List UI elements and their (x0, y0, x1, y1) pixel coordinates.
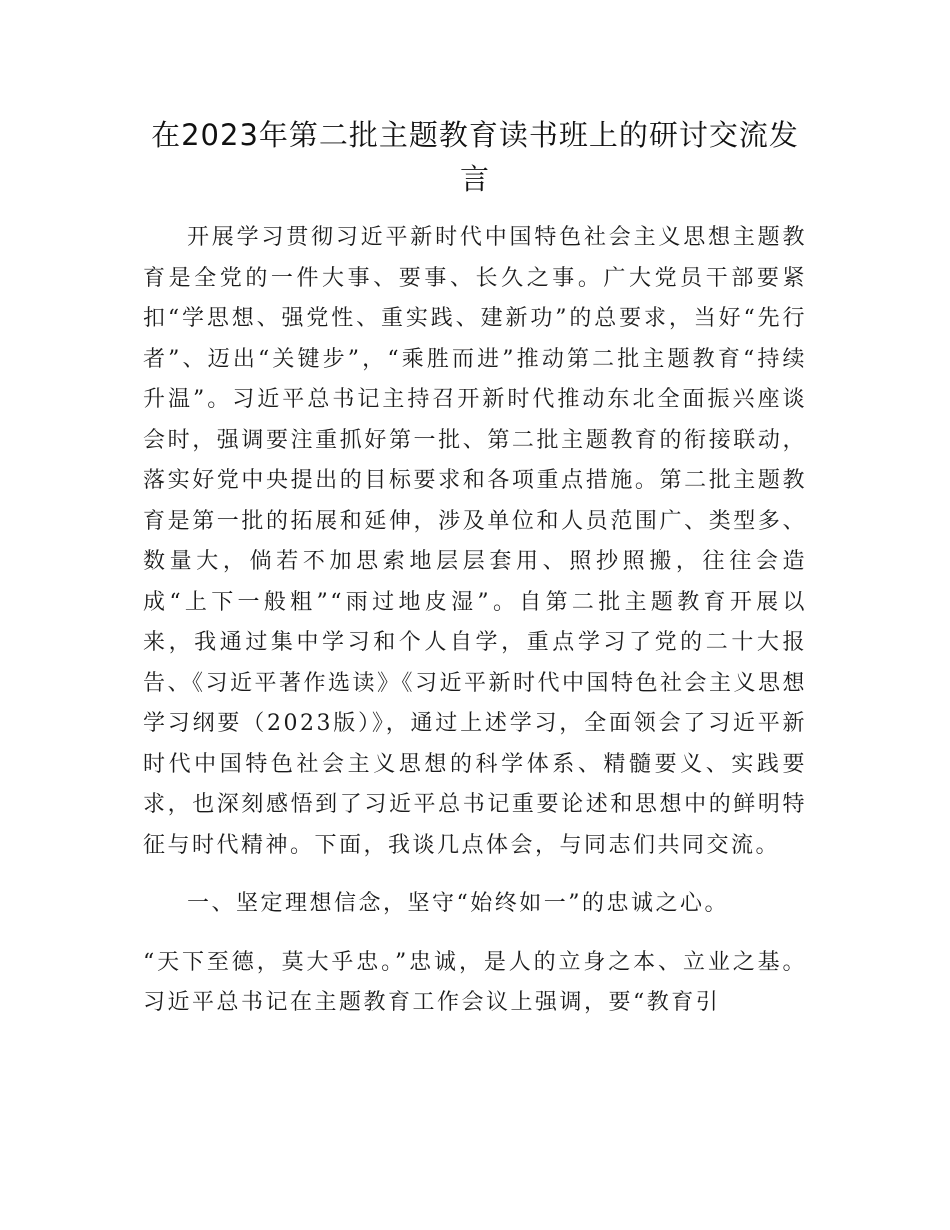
page-title: 在2023年第二批主题教育读书班上的研讨交流发言 (151, 118, 799, 196)
section-1-paragraph: “天下至德，莫大乎忠。”忠诚，是人的立身之本、立业之基。习近平总书记在主题教育工作会议上强调，要“教育引 (143, 949, 807, 1015)
section-heading-1: 一、坚定理想信念，坚守“始终如一”的忠诚之心。 (187, 891, 729, 916)
document-body (143, 218, 807, 1024)
intro-paragraph: 开展学习贯彻习近平新时代中国特色社会主义思想主题教育是全党的一件大事、要事、长久之事。广大党员干部要紧扣“学思想、强党性、重实践、建新功”的总要求，当好“先行者”、迈出“关键步”，“乘胜而进”推动第二批主题教育“持续升温”。习近平总书记主持召开新时代推动东北全面振兴座谈会时，强调要注重抓好第一批、第二批主题教育的衔接联动，落实好党中央提出的目标要求和各项重点措施。第二批主题教育是第一批的拓展和延伸，涉及单位和人员范围广、类型多、数量大，倘若不加思索地层层套用、照抄照搬，往往会造成“上下一般粗”“雨过地皮湿”。自第二批主题教育开展以来，我通过集中学习和个人自学，重点学习了党的二十大报告、《习近平著作选读》《习近平新时代中国特色社会主义思想学习纲要（2023版）》，通过上述学习，全面领会了习近平新时代中国特色社会主义思想的科学体系、精髓要义、实践要求，也深刻感悟到了习近平总书记重要论述和思想中的鲜明特征与时代精神。下面，我谈几点体会，与同志们共同交流。 (143, 225, 808, 858)
